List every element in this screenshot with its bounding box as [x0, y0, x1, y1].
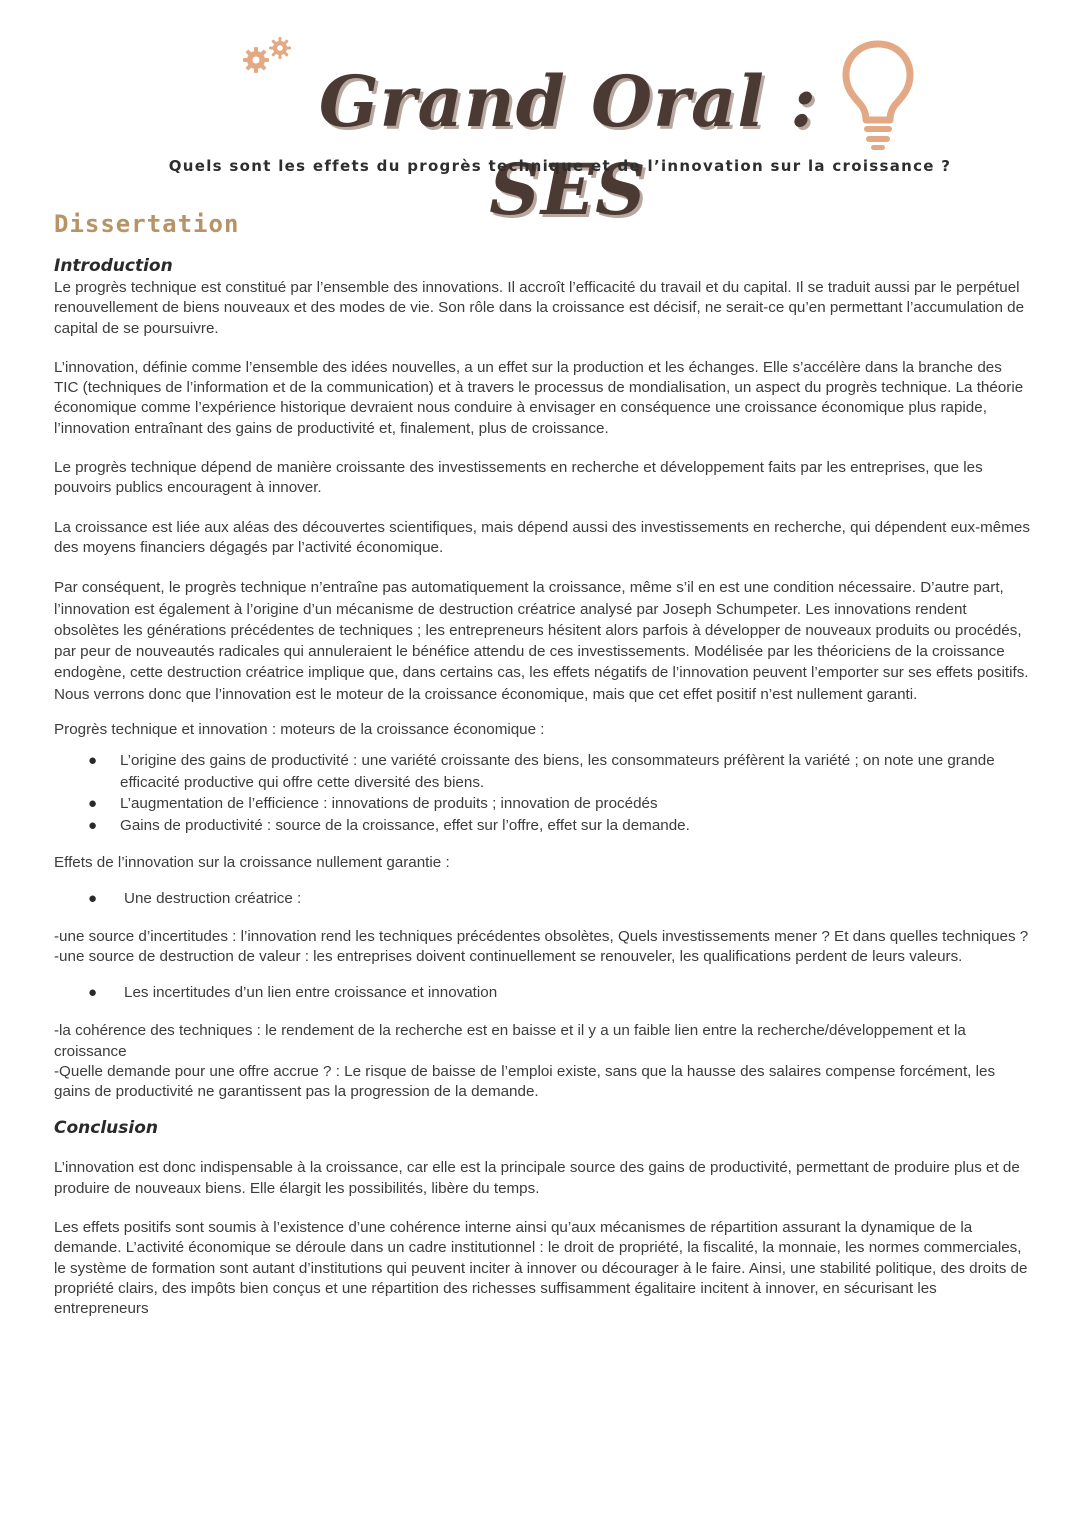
- conclusion-heading: Conclusion: [54, 1118, 158, 1139]
- intro-paragraph-5: Par conséquent, le progrès technique n’entraîne pas automatiquement la croissance, même s’il en est une condition nécessaire. D’autre part, l’innovation est également à l’origine d’un mécanisme de destruction créatrice analysé par Joseph Schumpeter. Les innovations rendent obsolètes les générations précédentes de techniques ; les entrepreneurs hésitent alors parfois à développer de nouveaux produits ou procédés, par peur de nouveautés radicales qui annuleraient le bénéfice attendu de ces investissements. Modélisée par les théoriciens de la croissance endogène, cette destruction créatrice implique que, dans certains cas, les effets négatifs de l’innovation peuvent l’emporter sur ses effets positifs. Nous verrons donc que l’innovation est le moteur de la croissance économique, mais que cet effet positif n’est nullement garanti.: [54, 579, 1029, 703]
- bullet-icon: ●: [88, 795, 98, 813]
- page-title: Grand Oral : SES: [318, 60, 818, 231]
- document-body: [54, 210, 1030, 1320]
- part1-list: [54, 750, 1030, 836]
- part2-text-3: -la cohérence des techniques : le rendement de la recherche est en baisse et il y a un faible lien entre la recherche/développement et la croissance: [54, 1022, 966, 1060]
- bullet-icon: ●: [88, 752, 98, 770]
- intro-paragraph-2: L’innovation, définie comme l’ensemble des idées nouvelles, a un effet sur la production et les échanges. Elle s’accélère dans la branche des TIC (techniques de l’information et de la communication) et à travers le processus de mondialisation, un aspect du progrès technique. La théorie économique comme l’expérience historique devraient nous conduire à envisager en conséquence une croissance économique plus rapide, l’innovation entraînant des gains de productivité et, finalement, plus de croissance.: [54, 358, 1024, 437]
- bullet-icon: ●: [88, 983, 98, 1001]
- part1-lead: Progrès technique et innovation : moteurs de la croissance économique :: [54, 721, 545, 739]
- list-item: ● Gains de productivité : source de la croissance, effet sur l’offre, effet sur la demande.: [54, 815, 1030, 837]
- intro-paragraph-1: Le progrès technique est constitué par l’ensemble des innovations. Il accroît l’efficacité du travail et du capital. Il se traduit aussi par le perpétuel renouvellement de biens nouveaux et des modes de vie. Son rôle dans la croissance est décisif, ne serait-ce qu’en permettant l’accumulation de capital de se poursuivre.: [54, 279, 1025, 337]
- list-item: ● Une destruction créatrice :: [54, 888, 1030, 910]
- introduction-heading: Introduction: [54, 256, 173, 276]
- part2-text-1: -une source d’incertitudes : l’innovation rend les techniques précédentes obsolètes, Quels investissements mener ? Et dans quelles techniques ?: [54, 928, 1029, 946]
- list-item: ● Les incertitudes d’un lien entre croissance et innovation: [54, 982, 1030, 1004]
- intro-paragraph-4: La croissance est liée aux aléas des découvertes scientifiques, mais dépend aussi des investissements en recherche, qui dépendent eux-mêmes des moyens financiers dégagés par l’activité économique.: [54, 518, 1030, 556]
- lightbulb-icon: [840, 38, 916, 152]
- conclusion-paragraph-2: Les effets positifs sont soumis à l’existence d’une cohérence interne ainsi qu’aux mécanismes de répartition assurant la dynamique de la demande. L’activité économique se déroule dans un cadre institutionnel : le droit de propriété, la fiscalité, la monnaie, les normes commerciales, le système de formation sont autant d’institutions qui peuvent inciter à innover ou décourager à le faire. Ainsi, une stabilité politique, des droits de propriété clairs, des impôts bien conçus et une répartition des richesses suffisamment égalitaire incitent à innover, en sécurisant les entrepreneurs: [54, 1219, 1028, 1318]
- part2-text-4: -Quelle demande pour une offre accrue ? : Le risque de baisse de l’emploi existe, sans que la hausse des salaires compense forcément, les gains de productivité ne garantissent pas la progression de la demande.: [54, 1062, 996, 1101]
- part2-text-2: -une source de destruction de valeur : les entreprises doivent continuellement se renouveler, les qualifications perdent de leurs valeurs.: [54, 948, 963, 966]
- subject-question: Quels sont les effets du progrès technique et de l’innovation sur la croissance ?: [168, 157, 952, 175]
- bullet-icon: ●: [88, 816, 98, 834]
- part2-list-2: [54, 982, 1030, 1004]
- section-title: Dissertation: [54, 210, 240, 238]
- list-item: ● L’origine des gains de productivité : une variété croissante des biens, les consommateurs préfèrent la variété ; on note une grande efficacité productive qui offre cette diversité des biens.: [88, 752, 995, 791]
- bullet-icon: ●: [88, 889, 98, 907]
- part2-list-1: [54, 888, 1030, 910]
- list-item: ● L’augmentation de l’efficience : innovations de produits ; innovation de procédés: [54, 793, 1030, 815]
- conclusion-paragraph-1: L’innovation est donc indispensable à la croissance, car elle est la principale source des gains de productivité, permettant de produire plus et de produire de nouveaux biens. Elle élargit les possibilités, libère du temps.: [54, 1159, 1020, 1197]
- intro-paragraph-3: Le progrès technique dépend de manière croissante des investissements en recherche et développement faits par les entreprises, que les pouvoirs publics encouragent à innover.: [54, 459, 983, 497]
- part2-lead: Effets de l’innovation sur la croissance nullement garantie :: [54, 854, 450, 872]
